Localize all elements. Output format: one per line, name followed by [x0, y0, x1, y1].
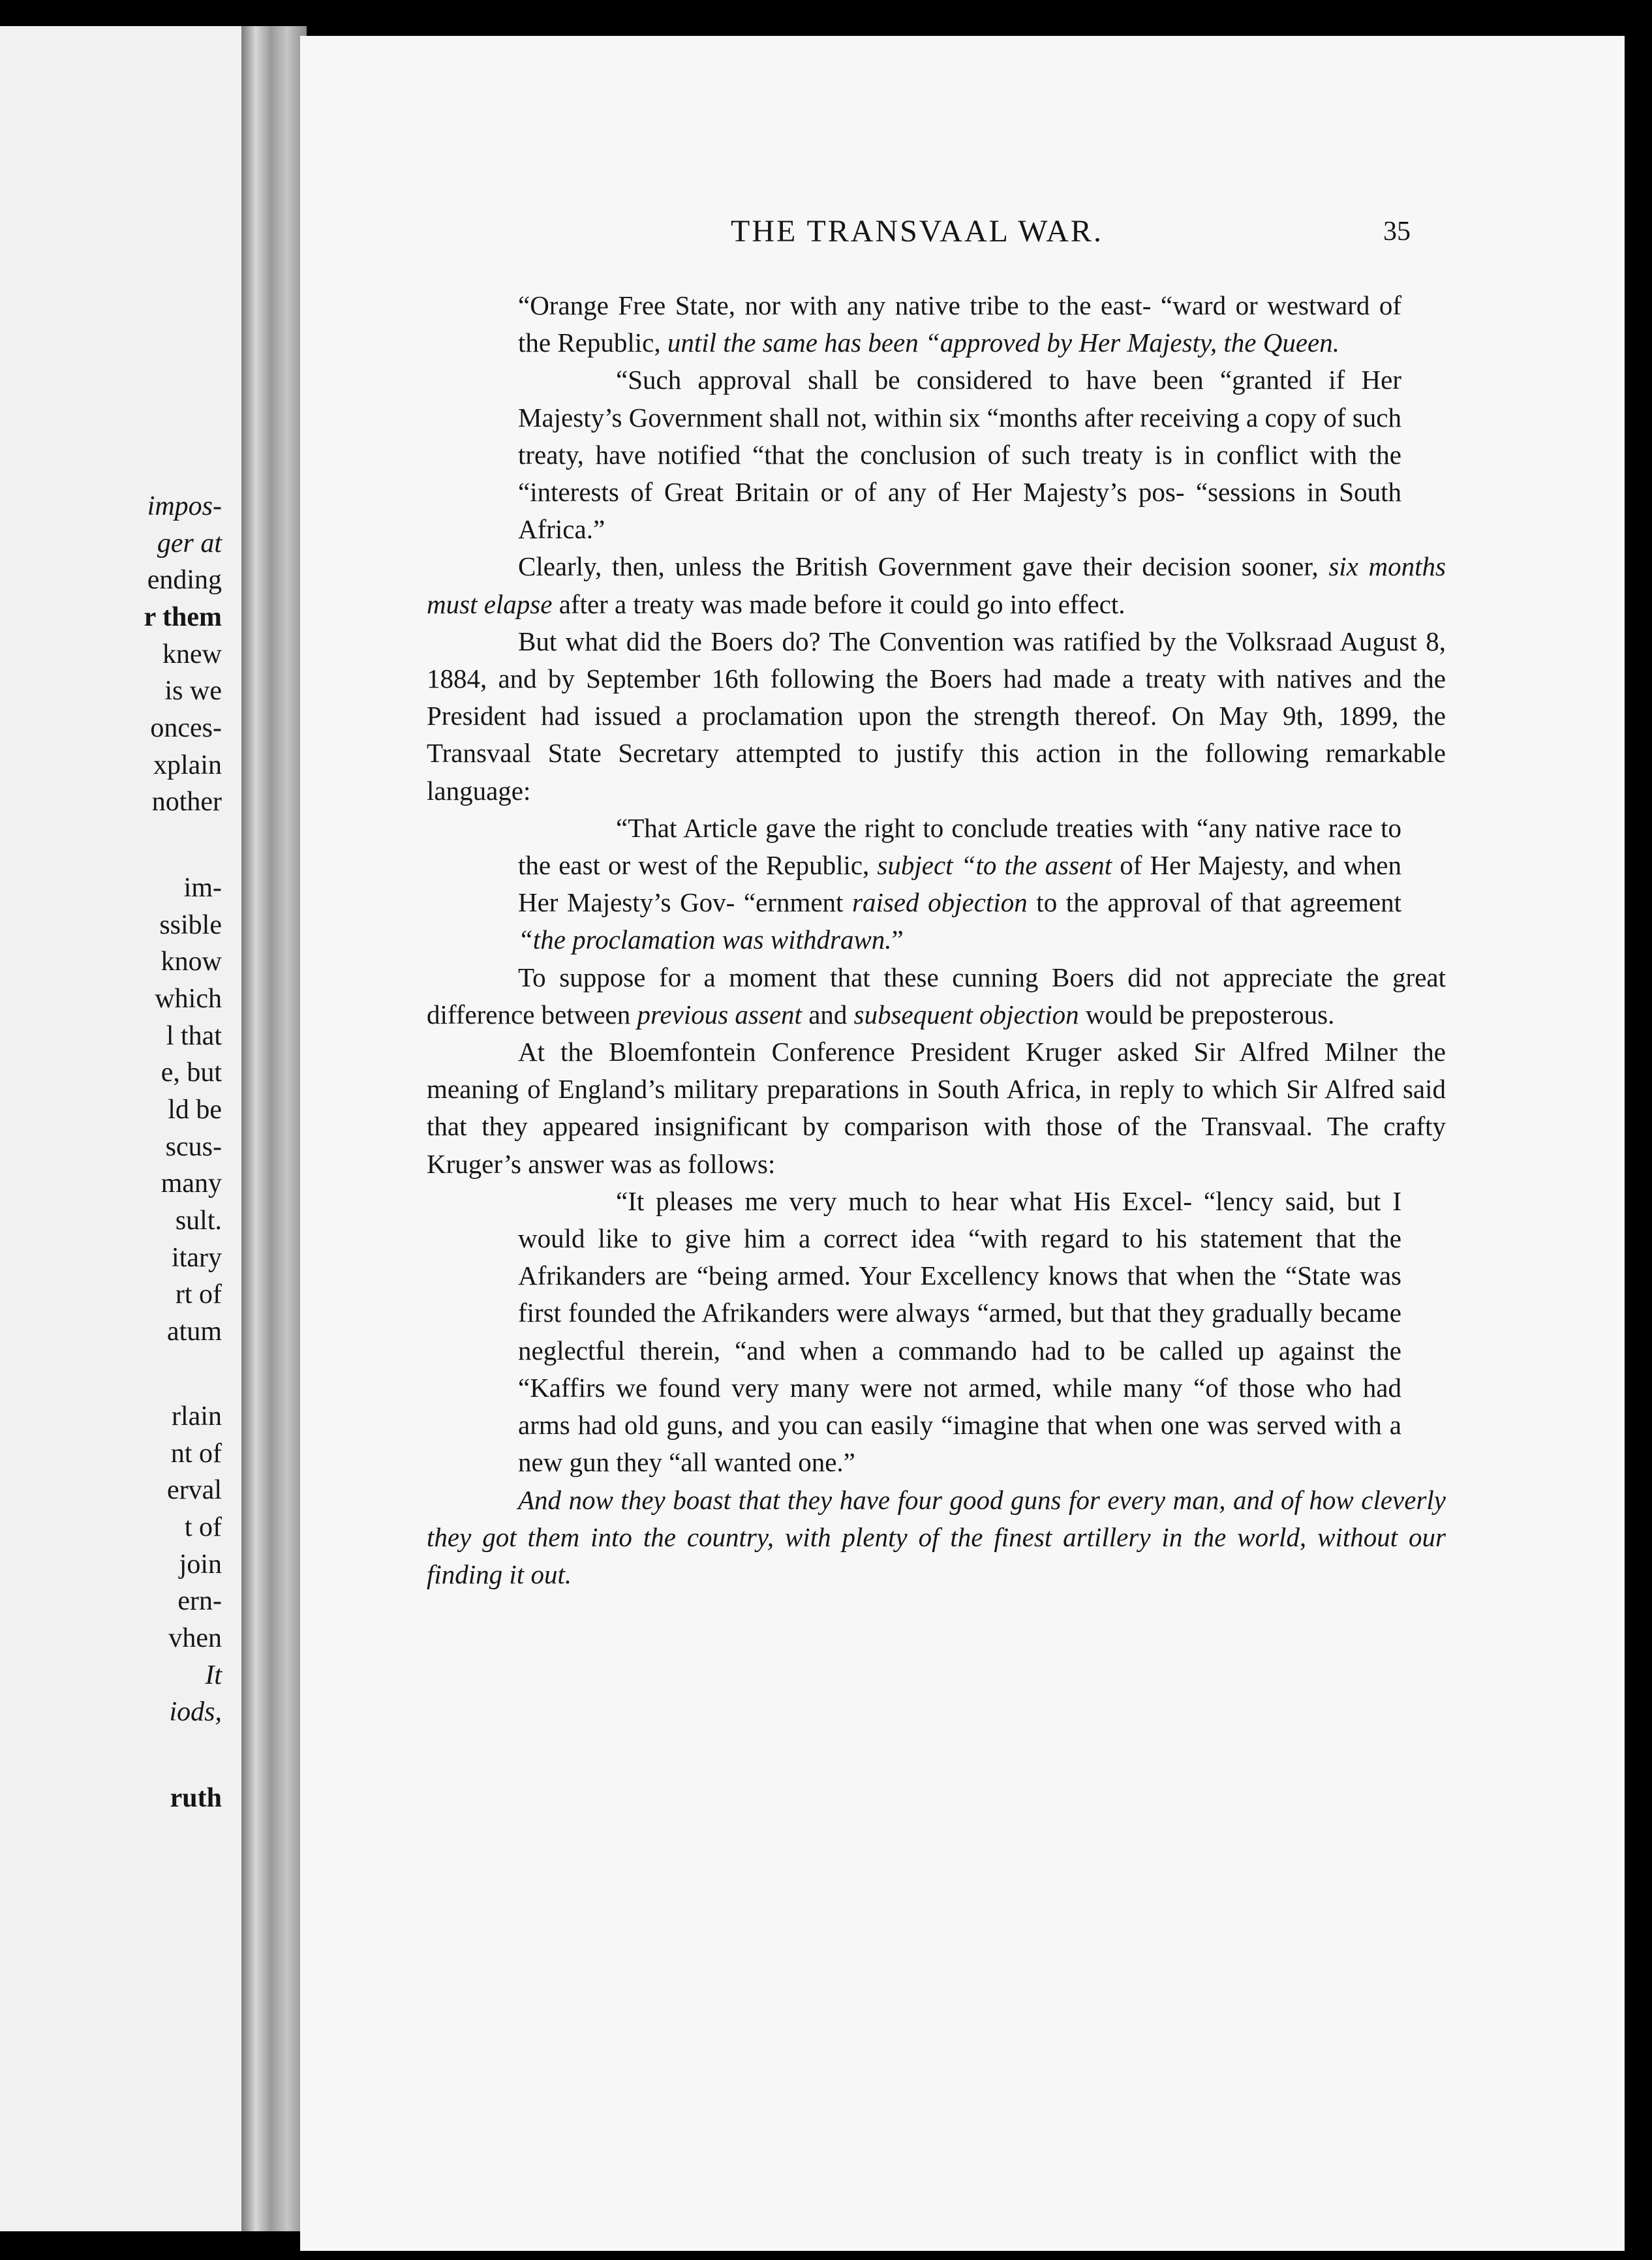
previous-page-fragment: e, but	[161, 1058, 222, 1088]
running-title: THE TRANSVAAL WAR.	[731, 214, 1103, 249]
previous-page-fragment: ssible	[159, 910, 222, 940]
approval-quote: “Such approval shall be considered to have been “granted if Her Majesty’s Government shall not, within six “months after receiving a copy of such treaty, have notified “that the conclusion of such treaty is in conflict with the “interests of Great Britain or of any of Her Majesty’s pos- “sessions in South Africa.”	[518, 365, 1401, 545]
previous-page-fragment: rlain	[172, 1401, 222, 1431]
previous-page-fragment: t of	[184, 1512, 222, 1542]
previous-page-fragment: erval	[167, 1475, 222, 1505]
state-secretary-quote: “That Article gave the right to conclude treaties with “any native race to the east or west of the Republic, subject “to the assent of Her Majesty, and when Her Majesty’s Gov- “ernment raised objection to the approval of that agreement “the proclamation was withdrawn.”	[518, 812, 1402, 955]
previous-page-fragment: l that	[166, 1021, 222, 1051]
previous-page-fragment: atum	[167, 1317, 222, 1347]
kruger-quote: “It pleases me very much to hear what His Excel- “lency said, but I would like to give him a correct idea “with regard to his statement that the Afrikanders are “being armed. Your Excellency knows that when the “State was first founded the Afrikanders were always “armed, but that they gradually became neglectful therein, “and when a commando had to be called up against the “Kaffirs we found very many were not armed, while many “of those who had arms had old guns, and you can easily “imagine that when one was served with a new gun they “all wanted one.”	[518, 1185, 1401, 1478]
book-page	[300, 36, 1625, 2251]
previous-page-fragment: knew	[162, 639, 222, 669]
previous-page-fragment: nother	[151, 787, 222, 817]
previous-page-fragment: rt of	[175, 1279, 222, 1309]
previous-page-fragment: r them	[144, 602, 222, 632]
previous-page-fragment: many	[161, 1168, 222, 1199]
previous-page-edge	[0, 26, 241, 2231]
previous-page-fragment: impos-	[147, 491, 222, 521]
previous-page-fragment: ending	[147, 565, 222, 595]
previous-page-fragment: vhen	[168, 1623, 222, 1653]
previous-page-fragment: ld be	[168, 1095, 222, 1125]
book-gutter	[241, 26, 307, 2231]
previous-page-fragment: ger at	[157, 528, 222, 558]
previous-page-fragment: scus-	[165, 1132, 222, 1162]
previous-page-fragment: ruth	[170, 1783, 222, 1813]
previous-page-fragment: iods,	[169, 1697, 222, 1727]
previous-page-fragment: ern-	[177, 1586, 222, 1616]
page-text	[427, 287, 1446, 1593]
page-number: 35	[1383, 217, 1411, 247]
previous-page-fragment: join	[179, 1550, 222, 1580]
paragraph-suppose: To suppose for a moment that these cunning Boers did not appreciate the great difference between previous assent and subsequent objection would be preposterous.	[427, 962, 1446, 1030]
previous-page-fragment: know	[161, 947, 222, 977]
previous-page-fragment: im-	[183, 873, 222, 903]
previous-page-fragment: It	[205, 1660, 222, 1690]
previous-page-fragment: sult.	[175, 1206, 222, 1236]
previous-page-fragment: xplain	[153, 750, 222, 780]
paragraph-boers: But what did the Boers do? The Convention was ratified by the Volksraad August 8, 1884, and by September 16th following the Boers had made a treaty with natives and the President had issued a proclamation upon the strength thereof. On May 9th, 1899, the Transvaal State Secretary attempted to justify this action in the following remarkable language:	[427, 626, 1446, 806]
previous-page-fragment: itary	[172, 1243, 222, 1273]
treaty-quote-continued: “Orange Free State, nor with any native tribe to the east- “ward or westward of the Republic, until the same has been “approved by Her Majesty, the Queen.	[518, 290, 1402, 358]
previous-page-fragment: is we	[164, 676, 222, 706]
closing-italic-paragraph: And now they boast that they have four good guns for every man, and of how cleverly they got them into the country, with plenty of the finest artillery in the world, without our finding it out.	[427, 1484, 1446, 1589]
paragraph-clearly: Clearly, then, unless the British Government gave their decision sooner, six months must elapse after a treaty was made before it could go into effect.	[427, 551, 1446, 619]
previous-page-fragment: nt of	[170, 1439, 222, 1469]
previous-page-fragment: onces-	[150, 713, 222, 743]
paragraph-bloemfontein: At the Bloemfontein Conference President Kruger asked Sir Alfred Milner the meaning of England’s military preparations in South Africa, in reply to which Sir Alfred said that they appeared insignificant by comparison with those of the Transvaal. The crafty Kruger’s answer was as follows:	[427, 1037, 1446, 1179]
previous-page-fragment: which	[155, 984, 222, 1014]
